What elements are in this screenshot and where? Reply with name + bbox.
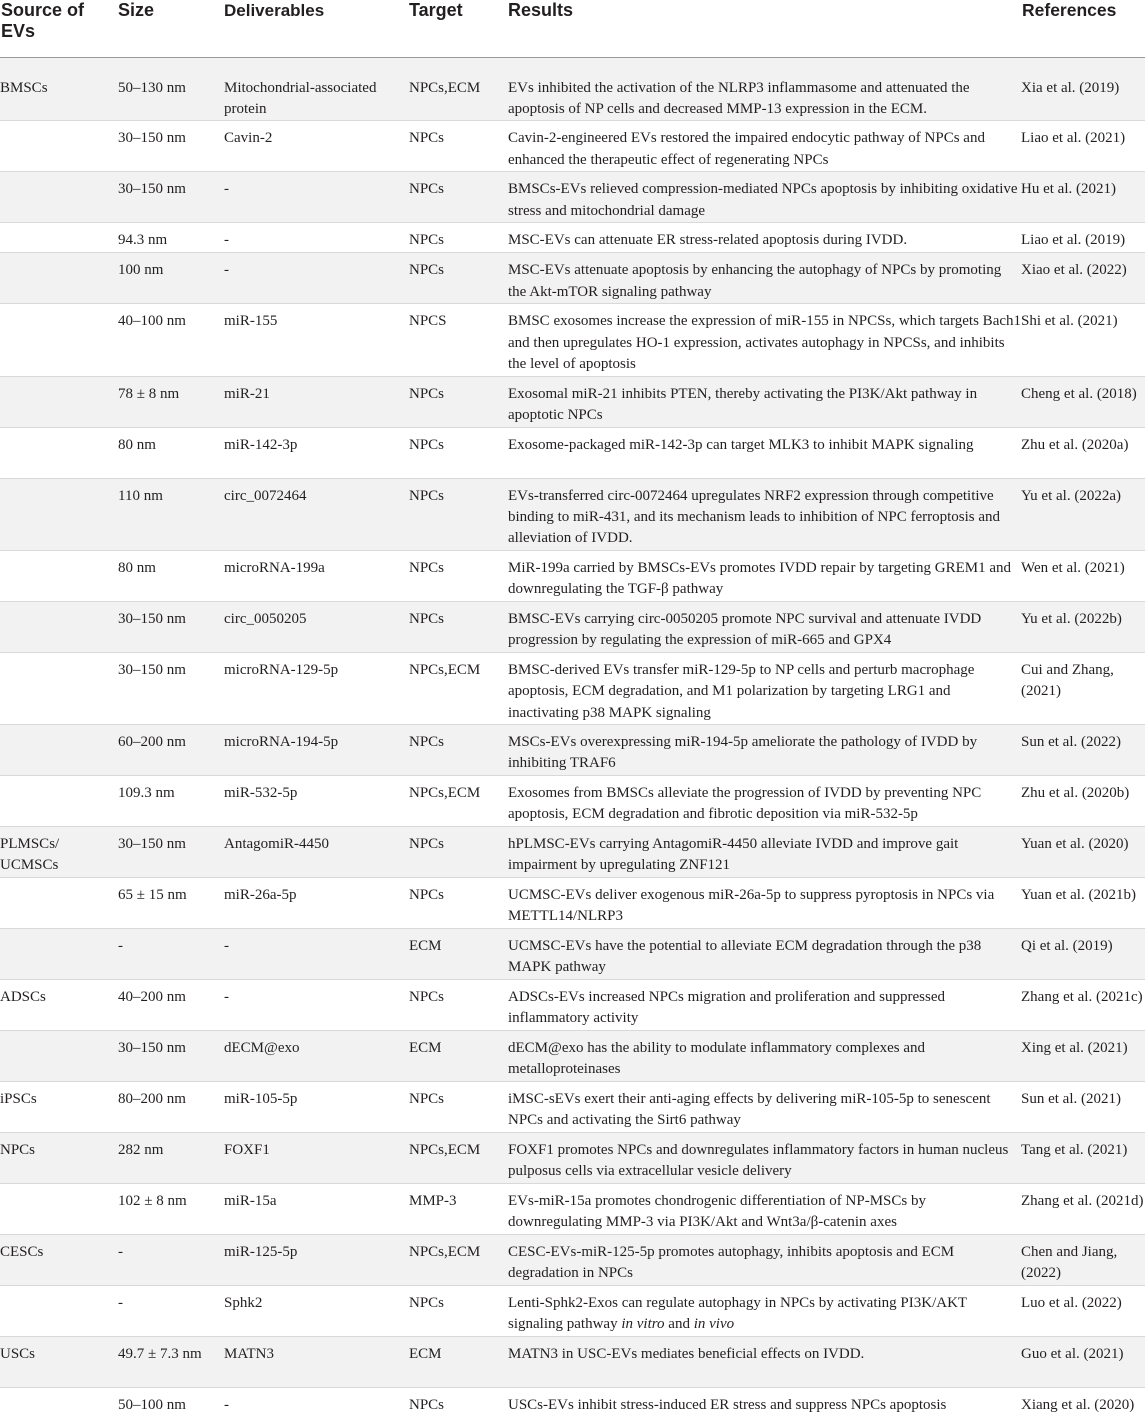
cell-reference: Zhang et al. (2021c) bbox=[1021, 979, 1145, 1030]
cell-size: 40–100 nm bbox=[117, 304, 223, 376]
cell-results: EVs-transferred circ-0072464 upregulates NRF2 expression through competitive binding to miR-431, and its mechanism leads to inhibition of NPC ferroptosis and alleviation of IVDD. bbox=[507, 478, 1021, 550]
cell-results: MSCs-EVs overexpressing miR-194-5p ameliorate the pathology of IVDD by inhibiting TRAF6 bbox=[507, 724, 1021, 775]
cell-reference: Hu et al. (2021) bbox=[1021, 172, 1145, 223]
cell-size: 30–150 nm bbox=[117, 172, 223, 223]
cell-size: 50–130 nm bbox=[118, 79, 186, 96]
table-row bbox=[0, 775, 1145, 826]
cell-deliverables: microRNA-129-5p bbox=[223, 652, 408, 724]
cell-reference: Yuan et al. (2020) bbox=[1021, 826, 1145, 877]
table-row bbox=[0, 652, 1145, 724]
cell-results bbox=[507, 1285, 1021, 1336]
cell-reference: Liao et al. (2019) bbox=[1021, 223, 1145, 253]
cell-reference: Xiao et al. (2022) bbox=[1021, 253, 1145, 304]
cell-size: 40–200 nm bbox=[117, 979, 223, 1030]
table-row bbox=[0, 1183, 1145, 1234]
cell-results: dECM@exo has the ability to modulate inflammatory complexes and metalloproteinases bbox=[507, 1030, 1021, 1081]
cell-results: Exosomal miR-21 inhibits PTEN, thereby activating the PI3K/Akt pathway in apoptotic NPCs bbox=[507, 376, 1021, 427]
cell-results: iMSC-sEVs exert their anti-aging effects by delivering miR-105-5p to senescent NPCs and activating the Sirt6 pathway bbox=[507, 1081, 1021, 1132]
cell-deliverables: - bbox=[223, 253, 408, 304]
table-row bbox=[0, 877, 1145, 928]
table-row bbox=[0, 1081, 1145, 1132]
table-header-row bbox=[0, 0, 1145, 57]
results-italic-in-vivo: in vivo bbox=[693, 1316, 735, 1333]
cell-reference: Yuan et al. (2021b) bbox=[1021, 877, 1145, 928]
cell-deliverables: FOXF1 bbox=[223, 1132, 408, 1183]
cell-deliverables: miR-142-3p bbox=[223, 427, 408, 478]
cell-deliverables: dECM@exo bbox=[223, 1030, 408, 1081]
table-row bbox=[0, 253, 1145, 304]
cell-deliverables: - bbox=[223, 172, 408, 223]
cell-deliverables: circ_0050205 bbox=[223, 601, 408, 652]
table-row bbox=[0, 478, 1145, 550]
cell-deliverables: miR-532-5p bbox=[223, 775, 408, 826]
cell-reference: Wen et al. (2021) bbox=[1021, 550, 1145, 601]
cell-target: NPCs bbox=[408, 1387, 507, 1423]
cell-source bbox=[0, 652, 117, 724]
header-results: Results bbox=[507, 0, 1021, 57]
cell-deliverables: MATN3 bbox=[223, 1336, 408, 1387]
cell-reference: Yu et al. (2022a) bbox=[1021, 478, 1145, 550]
cell-results: Exosome-packaged miR-142-3p can target MLK3 to inhibit MAPK signaling bbox=[507, 427, 1021, 478]
cell-target: NPCs bbox=[408, 724, 507, 775]
cell-results: MSC-EVs can attenuate ER stress-related apoptosis during IVDD. bbox=[507, 223, 1021, 253]
table-row bbox=[0, 826, 1145, 877]
cell-size: 100 nm bbox=[117, 253, 223, 304]
table-row bbox=[0, 57, 1145, 121]
cell-deliverables: AntagomiR-4450 bbox=[223, 826, 408, 877]
cell-size: 30–150 nm bbox=[117, 121, 223, 172]
table-row bbox=[0, 601, 1145, 652]
cell-source bbox=[0, 376, 117, 427]
cell-reference: Qi et al. (2019) bbox=[1021, 928, 1145, 979]
cell-reference: Cui and Zhang, (2021) bbox=[1021, 652, 1145, 724]
cell-target: NPCs bbox=[408, 427, 507, 478]
cell-size: - bbox=[117, 1285, 223, 1336]
cell-results: BMSC-derived EVs transfer miR-129-5p to NP cells and perturb macrophage apoptosis, ECM degradation, and M1 polarization by targeting LRG1 and inactivating p38 MAPK signaling bbox=[507, 652, 1021, 724]
cell-source bbox=[0, 1387, 117, 1423]
cell-deliverables: miR-125-5p bbox=[223, 1234, 408, 1285]
cell-results: UCMSC-EVs have the potential to alleviate ECM degradation through the p38 MAPK pathway bbox=[507, 928, 1021, 979]
table-row bbox=[0, 1387, 1145, 1423]
cell-target: NPCs bbox=[408, 550, 507, 601]
cell-size: 65 ± 15 nm bbox=[117, 877, 223, 928]
cell-results: ADSCs-EVs increased NPCs migration and proliferation and suppressed inflammatory activity bbox=[507, 979, 1021, 1030]
cell-target: NPCs bbox=[408, 376, 507, 427]
cell-size: 282 nm bbox=[117, 1132, 223, 1183]
cell-deliverables: microRNA-199a bbox=[223, 550, 408, 601]
cell-results: USCs-EVs inhibit stress-induced ER stress and suppress NPCs apoptosis bbox=[507, 1387, 1021, 1423]
cell-reference: Luo et al. (2022) bbox=[1021, 1285, 1145, 1336]
cell-target: NPCs,ECM bbox=[408, 1234, 507, 1285]
cell-reference: Sun et al. (2022) bbox=[1021, 724, 1145, 775]
cell-results: FOXF1 promotes NPCs and downregulates inflammatory factors in human nucleus pulposus cells via extracellular vesicle delivery bbox=[507, 1132, 1021, 1183]
cell-results: BMSC-EVs carrying circ-0050205 promote NPC survival and attenuate IVDD progression by regulating the expression of miR-665 and GPX4 bbox=[507, 601, 1021, 652]
table-row bbox=[0, 550, 1145, 601]
cell-source: USCs bbox=[0, 1336, 117, 1387]
cell-size: 110 nm bbox=[117, 478, 223, 550]
cell-reference: Xia et al. (2019) bbox=[1021, 79, 1120, 96]
cell-source: NPCs bbox=[0, 1132, 117, 1183]
cell-results: Exosomes from BMSCs alleviate the progression of IVDD by preventing NPC apoptosis, ECM degradation and fibrotic deposition via miR-532-5p bbox=[507, 775, 1021, 826]
cell-results: CESC-EVs-miR-125-5p promotes autophagy, inhibits apoptosis and ECM degradation in NPCs bbox=[507, 1234, 1021, 1285]
cell-deliverables: - bbox=[223, 979, 408, 1030]
cell-results: hPLMSC-EVs carrying AntagomiR-4450 alleviate IVDD and improve gait impairment by upregulating ZNF121 bbox=[507, 826, 1021, 877]
cell-size: 78 ± 8 nm bbox=[117, 376, 223, 427]
cell-target: ECM bbox=[408, 928, 507, 979]
cell-size: 80–200 nm bbox=[117, 1081, 223, 1132]
cell-reference: Shi et al. (2021) bbox=[1021, 304, 1145, 376]
cell-deliverables: miR-105-5p bbox=[223, 1081, 408, 1132]
cell-source bbox=[0, 304, 117, 376]
table-row bbox=[0, 1132, 1145, 1183]
cell-results: EVs inhibited the activation of the NLRP3 inflammasome and attenuated the apoptosis of NP cells and decreased MMP-13 expression in the ECM. bbox=[508, 79, 970, 117]
cell-reference: Chen and Jiang, (2022) bbox=[1021, 1234, 1145, 1285]
header-source: Source of EVs bbox=[0, 0, 117, 57]
table-row bbox=[0, 1285, 1145, 1336]
table-row bbox=[0, 724, 1145, 775]
cell-deliverables: miR-21 bbox=[223, 376, 408, 427]
cell-target: ECM bbox=[408, 1030, 507, 1081]
table-row bbox=[0, 172, 1145, 223]
header-target: Target bbox=[408, 0, 507, 57]
table-row bbox=[0, 1030, 1145, 1081]
cell-source: BMSCs bbox=[0, 79, 48, 96]
cell-size: 30–150 nm bbox=[117, 601, 223, 652]
cell-target: ECM bbox=[408, 1336, 507, 1387]
cell-results: BMSC exosomes increase the expression of miR-155 in NPCSs, which targets Bach1 and then upregulates HO-1 expression, activates autophagy in NPCSs, and inhibits the level of apoptosis bbox=[507, 304, 1021, 376]
cell-target: NPCS bbox=[408, 304, 507, 376]
cell-target: NPCs bbox=[408, 1285, 507, 1336]
cell-deliverables: - bbox=[223, 928, 408, 979]
table-row bbox=[0, 304, 1145, 376]
cell-results: MiR-199a carried by BMSCs-EVs promotes IVDD repair by targeting GREM1 and downregulating the TGF-β pathway bbox=[507, 550, 1021, 601]
cell-size: - bbox=[117, 928, 223, 979]
cell-deliverables: miR-15a bbox=[223, 1183, 408, 1234]
table-row bbox=[0, 1336, 1145, 1387]
cell-target: NPCs,ECM bbox=[409, 79, 481, 96]
cell-size: 80 nm bbox=[117, 550, 223, 601]
cell-reference: Cheng et al. (2018) bbox=[1021, 376, 1145, 427]
cell-source bbox=[0, 724, 117, 775]
cell-target: NPCs bbox=[408, 877, 507, 928]
cell-size: 50–100 nm bbox=[117, 1387, 223, 1423]
cell-source bbox=[0, 775, 117, 826]
header-deliverables: Deliverables bbox=[223, 0, 408, 57]
results-italic-in-vitro: in vitro bbox=[621, 1316, 665, 1333]
cell-source bbox=[0, 1030, 117, 1081]
cell-target: NPCs bbox=[408, 172, 507, 223]
cell-target: NPCs bbox=[408, 253, 507, 304]
cell-target: NPCs,ECM bbox=[408, 652, 507, 724]
cell-reference: Zhang et al. (2021d) bbox=[1021, 1183, 1145, 1234]
cell-deliverables: miR-26a-5p bbox=[223, 877, 408, 928]
cell-reference: Tang et al. (2021) bbox=[1021, 1132, 1145, 1183]
cell-target: NPCs,ECM bbox=[408, 775, 507, 826]
cell-target: NPCs bbox=[408, 1081, 507, 1132]
cell-results: UCMSC-EVs deliver exogenous miR-26a-5p to suppress pyroptosis in NPCs via METTL14/NLRP3 bbox=[507, 877, 1021, 928]
cell-size: 30–150 nm bbox=[117, 1030, 223, 1081]
cell-deliverables: miR-155 bbox=[223, 304, 408, 376]
cell-source bbox=[0, 1285, 117, 1336]
cell-reference: Liao et al. (2021) bbox=[1021, 121, 1145, 172]
cell-source bbox=[0, 877, 117, 928]
cell-source: ADSCs bbox=[0, 979, 117, 1030]
cell-source: PLMSCs/ UCMSCs bbox=[0, 826, 117, 877]
cell-size: 102 ± 8 nm bbox=[117, 1183, 223, 1234]
table-row bbox=[0, 427, 1145, 478]
table-row bbox=[0, 1234, 1145, 1285]
cell-source bbox=[0, 427, 117, 478]
cell-deliverables: Cavin-2 bbox=[223, 121, 408, 172]
cell-size: 80 nm bbox=[117, 427, 223, 478]
cell-source: iPSCs bbox=[0, 1081, 117, 1132]
cell-deliverables: - bbox=[223, 1387, 408, 1423]
cell-results: BMSCs-EVs relieved compression-mediated NPCs apoptosis by inhibiting oxidative stress and mitochondrial damage bbox=[507, 172, 1021, 223]
results-text: Lenti-Sphk2-Exos can regulate autophagy in NPCs by activating PI3K/AKT signaling pathway bbox=[508, 1294, 967, 1333]
header-references: References bbox=[1021, 0, 1145, 57]
cell-results: MATN3 in USC-EVs mediates beneficial effects on IVDD. bbox=[507, 1336, 1021, 1387]
cell-size: 94.3 nm bbox=[117, 223, 223, 253]
table-row bbox=[0, 223, 1145, 253]
cell-reference: Xiang et al. (2020) bbox=[1021, 1387, 1145, 1423]
cell-source: CESCs bbox=[0, 1234, 117, 1285]
table-row bbox=[0, 121, 1145, 172]
cell-target: MMP-3 bbox=[408, 1183, 507, 1234]
cell-source bbox=[0, 478, 117, 550]
cell-size: 60–200 nm bbox=[117, 724, 223, 775]
cell-size: 30–150 nm bbox=[117, 652, 223, 724]
cell-deliverables: microRNA-194-5p bbox=[223, 724, 408, 775]
cell-target: NPCs bbox=[408, 601, 507, 652]
cell-reference: Sun et al. (2021) bbox=[1021, 1081, 1145, 1132]
cell-deliverables: Mitochondrial-associated protein bbox=[224, 79, 377, 117]
table-row bbox=[0, 979, 1145, 1030]
cell-deliverables: circ_0072464 bbox=[223, 478, 408, 550]
header-size: Size bbox=[117, 0, 223, 57]
table-row bbox=[0, 376, 1145, 427]
cell-size: 109.3 nm bbox=[117, 775, 223, 826]
table-row bbox=[0, 928, 1145, 979]
cell-results: MSC-EVs attenuate apoptosis by enhancing the autophagy of NPCs by promoting the Akt-mTOR signaling pathway bbox=[507, 253, 1021, 304]
cell-deliverables: - bbox=[223, 223, 408, 253]
cell-source bbox=[0, 121, 117, 172]
cell-target: NPCs bbox=[408, 223, 507, 253]
cell-size: 49.7 ± 7.3 nm bbox=[117, 1336, 223, 1387]
cell-results: EVs-miR-15a promotes chondrogenic differentiation of NP-MSCs by downregulating MMP-3 via PI3K/Akt and Wnt3a/β-catenin axes bbox=[507, 1183, 1021, 1234]
table-body bbox=[0, 57, 1145, 1423]
cell-source bbox=[0, 928, 117, 979]
cell-size: - bbox=[117, 1234, 223, 1285]
cell-target: NPCs bbox=[408, 478, 507, 550]
cell-source bbox=[0, 223, 117, 253]
cell-reference: Yu et al. (2022b) bbox=[1021, 601, 1145, 652]
cell-reference: Guo et al. (2021) bbox=[1021, 1336, 1145, 1387]
cell-reference: Xing et al. (2021) bbox=[1021, 1030, 1145, 1081]
cell-reference: Zhu et al. (2020b) bbox=[1021, 775, 1145, 826]
cell-target: NPCs bbox=[408, 979, 507, 1030]
cell-target: NPCs bbox=[408, 121, 507, 172]
cell-target: NPCs bbox=[408, 826, 507, 877]
cell-deliverables: Sphk2 bbox=[223, 1285, 408, 1336]
cell-source bbox=[0, 550, 117, 601]
cell-source bbox=[0, 601, 117, 652]
cell-source bbox=[0, 172, 117, 223]
cell-source bbox=[0, 1183, 117, 1234]
cell-results: Cavin-2-engineered EVs restored the impaired endocytic pathway of NPCs and enhanced the therapeutic effect of regenerating NPCs bbox=[507, 121, 1021, 172]
cell-reference: Zhu et al. (2020a) bbox=[1021, 427, 1145, 478]
results-and: and bbox=[664, 1316, 694, 1333]
cell-size: 30–150 nm bbox=[117, 826, 223, 877]
cell-source bbox=[0, 253, 117, 304]
cell-target: NPCs,ECM bbox=[408, 1132, 507, 1183]
